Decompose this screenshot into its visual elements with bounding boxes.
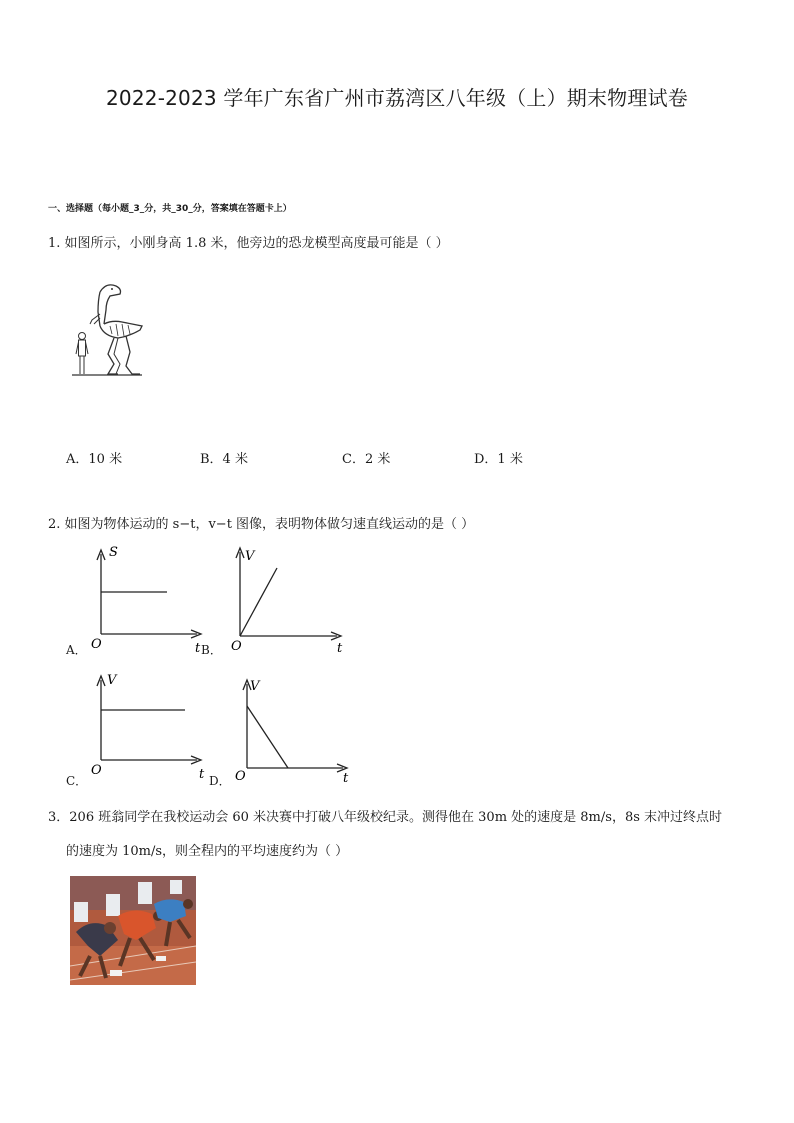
graph-b-origin: O: [231, 639, 242, 652]
question-2-text: 2. 如图为物体运动的 s−t，v−t 图像，表明物体做匀速直线运动的是（ ）: [48, 517, 475, 532]
question-1-text: 1. 如图所示，小刚身高 1.8 米，他旁边的恐龙模型高度最可能是（ ）: [48, 236, 449, 251]
dinosaur-and-boy-figure: [70, 280, 150, 380]
graph-d-ylabel: V: [250, 679, 260, 694]
graph-a-xlabel: t: [195, 641, 201, 652]
graph-b: [225, 542, 355, 652]
graph-a: [85, 542, 210, 652]
section-heading: 一、选择题（每小题_3_分，共_30_分，答案填在答题卡上）: [48, 204, 292, 214]
graph-b-ylabel: V: [245, 549, 255, 564]
sprinters-photo: [70, 876, 196, 985]
graph-d-xlabel: t: [343, 771, 349, 782]
q2-option-b: B．: [201, 643, 222, 657]
graph-a-origin: O: [91, 637, 102, 652]
graph-a-ylabel: S: [109, 545, 118, 560]
question-3-line-2: 的速度为 10m/s，则全程内的平均速度约为（ ）: [66, 844, 349, 859]
graph-d-line: [247, 706, 288, 768]
q2-option-d: D．: [209, 774, 231, 788]
question-3-line-1: 3．206 班翁同学在我校运动会 60 米决赛中打破八年级校纪录。测得他在 30m 处的速度是 8m/s，8s 末冲过终点时: [48, 810, 723, 825]
q1-option-b: B．4 米: [200, 452, 248, 467]
q1-option-c: C．2 米: [342, 452, 391, 467]
graph-c-xlabel: t: [199, 767, 205, 780]
graph-c: [85, 670, 210, 780]
graph-d-origin: O: [235, 769, 246, 782]
graph-c-origin: O: [91, 763, 102, 778]
q1-option-d: D．1 米: [474, 452, 523, 467]
q2-option-a: A．: [66, 643, 87, 657]
graph-b-line: [240, 568, 277, 636]
graph-c-ylabel: V: [107, 673, 117, 688]
page-title: 2022-2023 学年广东省广州市荔湾区八年级（上）期末物理试卷: [106, 86, 688, 110]
graph-b-xlabel: t: [337, 641, 343, 652]
q1-option-a: A．10 米: [66, 452, 123, 467]
q2-option-c: C．: [66, 774, 88, 788]
graph-d: [233, 672, 358, 782]
